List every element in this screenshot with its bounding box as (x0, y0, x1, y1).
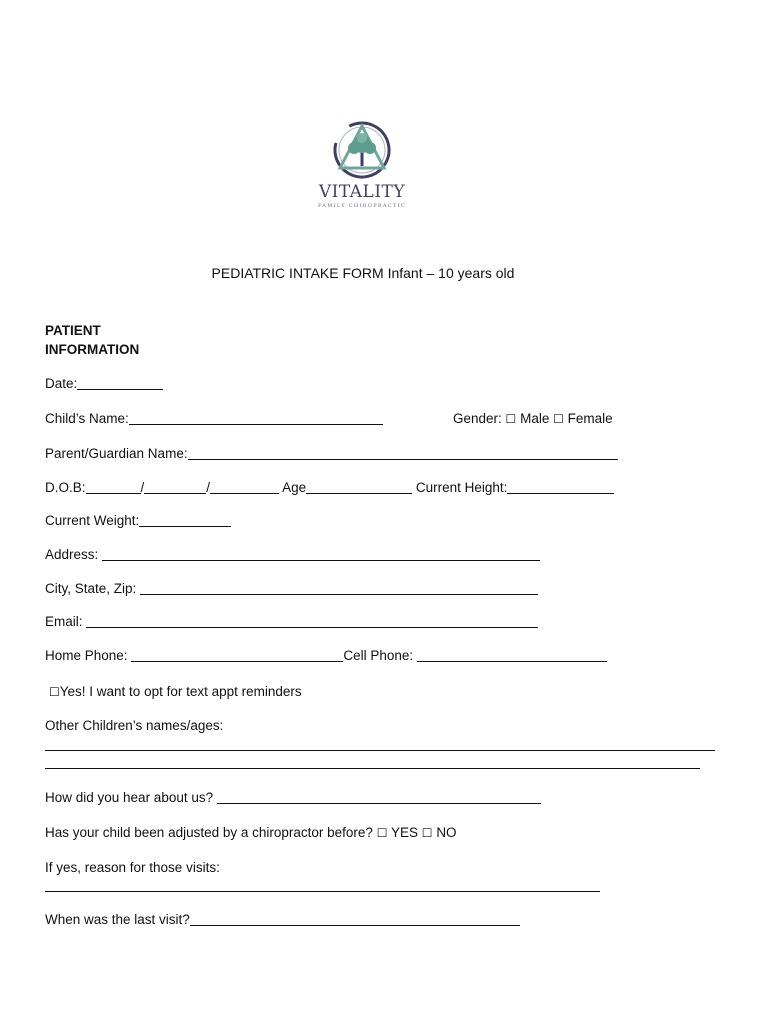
adjusted-before-label: Has your child been adjusted by a chiropractor before? (45, 825, 373, 840)
yes-checkbox[interactable]: ☐ (376, 826, 388, 840)
male-checkbox[interactable]: ☐ (505, 412, 517, 426)
brand-name: VITALITY (318, 182, 406, 202)
childs-name-row (45, 410, 383, 427)
hear-about-field[interactable] (217, 790, 541, 804)
city-state-zip-label: City, State, Zip: (45, 581, 137, 596)
other-children-row (45, 717, 223, 734)
other-children-line-1[interactable] (45, 750, 715, 751)
city-state-zip-row (45, 580, 538, 597)
reason-visits-line[interactable] (45, 891, 600, 892)
other-children-line-2[interactable] (45, 768, 700, 769)
home-phone-field[interactable] (131, 648, 343, 662)
logo-emblem-icon (318, 118, 410, 188)
other-children-label: Other Children’s names/ages: (45, 718, 224, 733)
section-heading-line-2: INFORMATION (45, 342, 140, 357)
female-checkbox[interactable]: ☐ (553, 412, 564, 426)
address-field[interactable] (102, 547, 540, 561)
phone-row (45, 647, 607, 664)
male-label: Male (520, 411, 550, 426)
parent-name-field[interactable] (188, 446, 618, 460)
no-checkbox[interactable]: ☐ (421, 826, 433, 840)
date-field[interactable] (77, 376, 163, 390)
current-height-field[interactable] (507, 480, 614, 494)
gender-label: Gender: (453, 411, 502, 426)
form-title: PEDIATRIC INTAKE FORM Infant – 10 years old (211, 265, 515, 281)
reason-visits-row (45, 859, 220, 876)
current-weight-field[interactable] (139, 513, 231, 527)
dob-separator: / (140, 480, 145, 495)
date-label: Date: (45, 376, 78, 391)
email-row (45, 613, 538, 630)
address-label: Address: (45, 547, 99, 562)
date-row (45, 375, 163, 392)
address-row (45, 546, 540, 563)
current-weight-row (45, 512, 231, 529)
text-reminders-label: Yes! I want to opt for text appt reminders (59, 684, 302, 699)
last-visit-field[interactable] (190, 912, 520, 926)
email-label: Email: (45, 614, 83, 629)
brand-tagline: FAMILY CHIROPRACTIC (317, 203, 407, 209)
adjusted-before-row (45, 824, 457, 842)
female-label: Female (567, 411, 613, 426)
parent-name-row (45, 445, 618, 462)
hear-about-label: How did you hear about us? (45, 790, 214, 805)
dob-separator: / (206, 480, 211, 495)
section-heading (45, 321, 139, 359)
childs-name-label: Child’s Name: (45, 411, 129, 426)
age-label: Age (282, 480, 307, 495)
last-visit-label: When was the last visit? (45, 912, 190, 927)
cell-phone-field[interactable] (417, 648, 607, 662)
gender-row (453, 410, 613, 428)
last-visit-row (45, 911, 520, 928)
yes-label: YES (391, 825, 419, 840)
no-label: NO (436, 825, 457, 840)
dob-row (45, 479, 614, 496)
text-reminders-checkbox[interactable]: ☐ (49, 685, 60, 699)
parent-name-label: Parent/Guardian Name: (45, 446, 188, 461)
dob-year-field[interactable] (210, 480, 279, 494)
reason-visits-label: If yes, reason for those visits: (45, 860, 220, 875)
dob-day-field[interactable] (144, 480, 206, 494)
dob-month-field[interactable] (86, 480, 141, 494)
dob-label: D.O.B: (45, 480, 86, 495)
cell-phone-label: Cell Phone: (343, 648, 414, 663)
age-field[interactable] (306, 480, 412, 494)
current-weight-label: Current Weight: (45, 513, 140, 528)
hear-about-row (45, 789, 541, 806)
home-phone-label: Home Phone: (45, 648, 128, 663)
text-reminders-row (49, 683, 302, 701)
city-state-zip-field[interactable] (140, 581, 538, 595)
email-field[interactable] (86, 614, 538, 628)
section-heading-line-1: PATIENT (45, 323, 101, 338)
current-height-label: Current Height: (415, 480, 508, 495)
childs-name-field[interactable] (129, 411, 383, 425)
